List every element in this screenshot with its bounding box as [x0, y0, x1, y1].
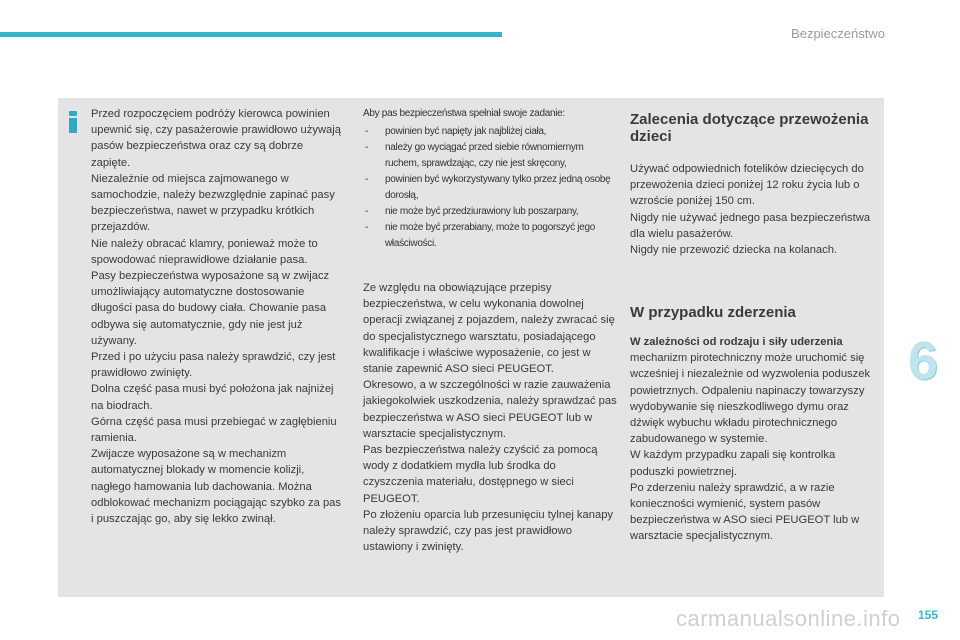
- page-number: 155: [917, 608, 938, 622]
- paragraph: Używać odpowiednich fotelików dziecięcych do przewożenia dzieci poniżej 12 roku życia lub o wzroście poniżej 150 cm.: [630, 163, 864, 208]
- paragraph: Po zderzeniu należy sprawdzić, a w razie konieczności wymienić, system pasów bezpieczeństwa w ASO sieci PEUGEOT lub w warsztacie specjalistycznym.: [630, 481, 860, 543]
- list-item: - należy go wyciągać przed siebie równomiernym ruchem, sprawdzając, czy nie jest skręcony,: [363, 140, 619, 172]
- paragraph: Ze względu na obowiązujące przepisy bezpieczeństwa, w celu wykonania dowolnej operacji związanej z pojazdem, należy zwracać się do specjalistycznego warsztatu, posiadającego kwalifikacje i właściwe wyposażenie, co jest w stanie zapewnić ASO sieci PEUGEOT.: [363, 282, 615, 376]
- paragraph: Przed i po użyciu pasa należy sprawdzić, czy jest prawidłowo zwinięty.: [91, 351, 336, 380]
- list-item: - nie może być przedziurawiony lub poszarpany,: [363, 204, 619, 220]
- section-title: W przypadku zderzenia: [630, 304, 796, 321]
- paragraph: W każdym przypadku zapali się kontrolka poduszki powietrznej.: [630, 449, 836, 478]
- list-item: - powinien być wykorzystywany tylko przez jedną osobę dorosłą,: [363, 172, 619, 204]
- paragraph: Pas bezpieczeństwa należy czyścić za pomocą wody z dodatkiem mydła lub środka do czyszczenia materiału, dostępnego w sieci PEUGEOT.: [363, 444, 598, 505]
- section-title: Zalecenia dotyczące przewożenia dzieci: [630, 111, 869, 145]
- header-accent-bar: [0, 32, 502, 37]
- watermark: carmanualsonline.info: [676, 606, 901, 631]
- list-item: - powinien być napięty jak najbliżej ciała,: [363, 124, 619, 140]
- paragraph: Zwijacze wyposażone są w mechanizm automatycznej blokady w momencie kolizji, nagłego hamowania lub dachowania. Można odblokować mechanizm pociągając szybko za pas i puszczając go, aby się lekko zwinął.: [91, 448, 341, 526]
- child-transport-section: [630, 106, 882, 258]
- paragraph: Po złożeniu oparcia lub przesunięciu tylnej kanapy należy sprawdzić, czy pas jest prawidłowo ustawiony i zwinięty.: [363, 508, 614, 554]
- section-lead: W zależności od rodzaju i siły uderzenia: [630, 336, 843, 348]
- paragraph: Nigdy nie używać jednego pasa bezpieczeństwa dla wielu pasażerów.: [630, 211, 871, 240]
- paragraph: Pasy bezpieczeństwa wyposażone są w zwijacz umożliwiający automatyczne dostosowanie długości pasa do budowy ciała. Chowanie pasa odbywa się automatycznie, gdy nie jest już używany.: [91, 270, 330, 347]
- collision-section: [630, 304, 882, 545]
- column-2-text: [363, 280, 617, 555]
- paragraph: Dolna część pasa musi być położona jak najniżej na biodrach.: [91, 383, 334, 412]
- seatbelt-requirements-list: [363, 106, 619, 252]
- section-header-title: Bezpieczeństwo: [791, 26, 885, 41]
- list-intro: Aby pas bezpieczeństwa spełniał swoje zadanie:: [363, 108, 565, 119]
- info-icon: [67, 111, 79, 133]
- paragraph: mechanizm pirotechniczny może uruchomić się wcześniej i niezależnie od wyzwolenia poduszek powietrznych. Odpaleniu napinaczy towarzyszy wydobywanie się nieszkodliwego dymu oraz dźwięk wybuchu wkładu pirotechnicznego zabudowanego w systemie.: [630, 352, 871, 446]
- paragraph: Nigdy nie przewozić dziecka na kolanach.: [630, 244, 838, 257]
- chapter-number: 6: [908, 331, 939, 391]
- paragraph: Górna część pasa musi przebiegać w zagłębieniu ramienia.: [91, 415, 337, 445]
- paragraph: Niezależnie od miejsca zajmowanego w samochodzie, należy bezwzględnie zapinać pasy bezpieczeństwa, nawet w przypadku krótkich przejazdów.: [91, 172, 335, 234]
- paragraph: Okresowo, a w szczególności w razie zauważenia jakiegokolwiek uszkodzenia, należy sprawdzać pas bezpieczeństwa w ASO sieci PEUGEOT lub w warsztacie specjalistycznym.: [363, 379, 617, 440]
- paragraph: Nie należy obracać klamry, ponieważ może to spowodować nieprawidłowe działanie pasa.: [91, 237, 318, 266]
- paragraph: Przed rozpoczęciem podróży kierowca powinien upewnić się, czy pasażerowie prawidłowo używają pasów bezpieczeństwa oraz czy są dobrze zapięte.: [91, 108, 341, 169]
- column-1-text: [91, 106, 343, 527]
- list-item: - nie może być przerabiany, może to pogorszyć jego właściwości.: [363, 220, 619, 252]
